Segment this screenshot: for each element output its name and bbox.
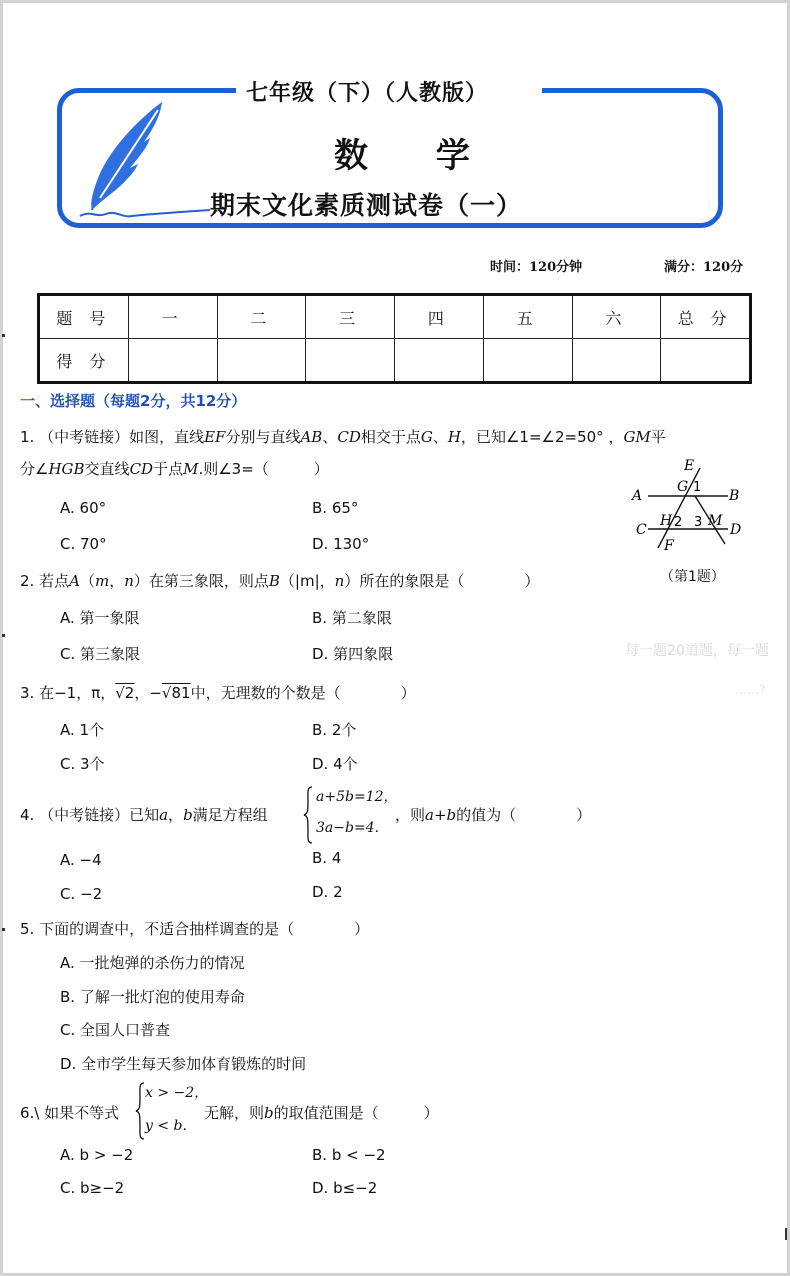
bleed-through-text: ……? [735, 683, 766, 697]
equation-2 [316, 820, 379, 836]
equation-text: a+5b=12， [316, 789, 398, 805]
label-f: F [664, 538, 674, 554]
text: 4. （中考链接）已知 [20, 806, 160, 824]
var: a+b [425, 806, 457, 824]
q2-option-a[interactable]: A. 第一象限 [60, 609, 140, 627]
inequality-text: y < b. [145, 1118, 187, 1134]
text: 平 [650, 428, 666, 446]
text: 分∠ [20, 460, 49, 478]
text: 3. 在−1，π， [20, 684, 116, 702]
q6-option-d[interactable]: D. b≤−2 [312, 1179, 378, 1197]
label-angle-3: 3 [694, 515, 703, 530]
label-b: B [729, 488, 740, 504]
q2-option-b[interactable]: B. 第二象限 [312, 609, 392, 627]
q1-option-d[interactable]: D. 130° [312, 535, 370, 553]
text: （|m|， [279, 572, 335, 590]
full-score: 满分：120分 [664, 260, 744, 275]
var: a [159, 806, 169, 824]
sqrt-expression: √81 [161, 684, 191, 702]
question-1-line-2 [20, 458, 329, 479]
question-6-suffix [204, 1102, 439, 1123]
scan-speck [2, 928, 5, 931]
var: M [183, 460, 199, 478]
score-input-cell[interactable] [661, 339, 751, 383]
text: 的取值范围是（ ） [273, 1104, 439, 1122]
text: 无解，则 [204, 1104, 265, 1122]
bleed-through-text: 每一题20道题，每一题 [625, 643, 769, 659]
label-d: D [730, 522, 742, 538]
var: AB [300, 428, 323, 446]
q4-option-d[interactable]: D. 2 [312, 883, 343, 901]
q4-option-a[interactable]: A. −4 [60, 851, 102, 869]
label-angle-2: 2 [674, 515, 683, 530]
question-1-line-1 [20, 426, 666, 447]
question-2 [20, 570, 539, 591]
subject-title: 数 学 [334, 136, 498, 176]
var: CD [337, 428, 361, 446]
q3-option-b[interactable]: B. 2个 [312, 721, 357, 739]
left-brace-icon [303, 786, 313, 844]
left-brace-icon [135, 1082, 145, 1140]
equation-1 [316, 786, 398, 806]
q1-geometry-figure [630, 458, 760, 558]
equation-text: 3a−b=4. [316, 820, 380, 836]
text: 交直线 [84, 460, 130, 478]
label-c: C [636, 522, 647, 538]
table-cell: 总 分 [661, 295, 751, 339]
inequality-2 [145, 1118, 187, 1134]
question-4-suffix [395, 804, 591, 825]
q5-option-c[interactable]: C. 全国人口普查 [60, 1021, 171, 1039]
q5-option-a[interactable]: A. 一批炮弹的杀伤力的情况 [60, 954, 245, 972]
q3-option-a[interactable]: A. 1个 [60, 721, 105, 739]
label-e: E [684, 458, 695, 474]
q5-option-b[interactable]: B. 了解一批灯泡的使用寿命 [60, 988, 245, 1006]
text: 相交于点 [360, 428, 421, 446]
table-cell: 五 [483, 295, 572, 339]
q5-option-d[interactable]: D. 全市学生每天参加体育锻炼的时间 [60, 1055, 307, 1073]
table-cell: 一 [128, 295, 217, 339]
text: 于点 [153, 460, 184, 478]
label-m: M [708, 513, 723, 529]
text: ）在第三象限，则点 [133, 572, 269, 590]
var: G [420, 428, 433, 446]
sqrt-expression: √2 [115, 684, 135, 702]
inequality-text: x > −2， [145, 1085, 209, 1101]
q6-option-c[interactable]: C. b≥−2 [60, 1179, 125, 1197]
table-cell: 六 [572, 295, 661, 339]
text: ， [109, 572, 125, 590]
q1-option-b[interactable]: B. 65° [312, 499, 359, 517]
exam-subtitle: 期末文化素质测试卷（一） [210, 191, 523, 220]
var: CD [129, 460, 154, 478]
text: ，− [134, 684, 162, 702]
var: b [264, 1104, 274, 1122]
q6-option-b[interactable]: B. b < −2 [312, 1146, 386, 1164]
var: n [334, 572, 345, 590]
table-cell: 得 分 [39, 339, 129, 383]
label-a: A [632, 488, 643, 504]
inequality-1 [145, 1082, 208, 1102]
var: n [124, 572, 134, 590]
text: 分别与直线 [225, 428, 301, 446]
question-5: 5. 下面的调查中，不适合抽样调查的是（ ） [20, 920, 370, 938]
text: 中，无理数的个数是（ ） [190, 684, 416, 702]
grade-title: 七年级（下）（人教版） [246, 81, 489, 106]
exam-time: 时间：120分钟 [490, 260, 583, 275]
table-cell: 题 号 [39, 295, 129, 339]
var: H [447, 428, 461, 446]
text: （ [79, 572, 95, 590]
text: ， [168, 806, 184, 824]
q1-option-a[interactable]: A. 60° [60, 499, 107, 517]
table-score-row [39, 339, 751, 383]
section-heading: 一、选择题（每题2分，共12分） [20, 392, 247, 410]
scan-speck [785, 1228, 787, 1240]
score-input-cell[interactable] [128, 339, 217, 383]
var: A [69, 572, 80, 590]
q4-option-c[interactable]: C. −2 [60, 885, 103, 903]
var: b [183, 806, 193, 824]
figure-caption: （第1题） [660, 569, 725, 585]
text: 、 [322, 428, 338, 446]
q6-option-a[interactable]: A. b > −2 [60, 1146, 134, 1164]
text: 1. （中考链接）如图，直线 [20, 428, 205, 446]
q4-option-b[interactable]: B. 4 [312, 849, 342, 867]
table-cell: 二 [217, 295, 306, 339]
var: B [268, 572, 280, 590]
text: ，则 [395, 806, 426, 824]
label-h: H [660, 513, 673, 529]
scan-speck [2, 634, 5, 637]
var: HGB [48, 460, 85, 478]
text: ，已知∠1=∠2=50° ， [460, 428, 624, 446]
text: 、 [432, 428, 448, 446]
score-input-cell[interactable] [217, 339, 306, 383]
score-input-cell[interactable] [572, 339, 661, 383]
text: .则∠3=（ ） [198, 460, 329, 478]
text: 的值为（ ） [456, 806, 592, 824]
label-g: G [677, 479, 689, 495]
table-cell: 三 [306, 295, 395, 339]
score-input-cell[interactable] [483, 339, 572, 383]
table-cell: 四 [395, 295, 484, 339]
q2-option-c[interactable]: C. 第三象限 [60, 645, 141, 663]
question-3 [20, 682, 416, 703]
text: 满足方程组 [192, 806, 268, 824]
text: ）所在的象限是（ ） [344, 572, 540, 590]
table-header-row [39, 295, 751, 339]
label-angle-1: 1 [693, 480, 702, 495]
var: m [94, 572, 110, 590]
score-table [37, 293, 752, 384]
var: GM [623, 428, 651, 446]
score-input-cell[interactable] [395, 339, 484, 383]
scan-speck [2, 334, 5, 337]
q1-option-c[interactable]: C. 70° [60, 535, 107, 553]
q3-option-d[interactable]: D. 4个 [312, 755, 358, 773]
q2-option-d[interactable]: D. 第四象限 [312, 645, 394, 663]
question-6-prefix: 6.\ 如果不等式 [20, 1104, 120, 1122]
var: EF [204, 428, 226, 446]
score-input-cell[interactable] [306, 339, 395, 383]
q3-option-c[interactable]: C. 3个 [60, 755, 105, 773]
question-4-prefix [20, 804, 268, 825]
text: 2. 若点 [20, 572, 70, 590]
